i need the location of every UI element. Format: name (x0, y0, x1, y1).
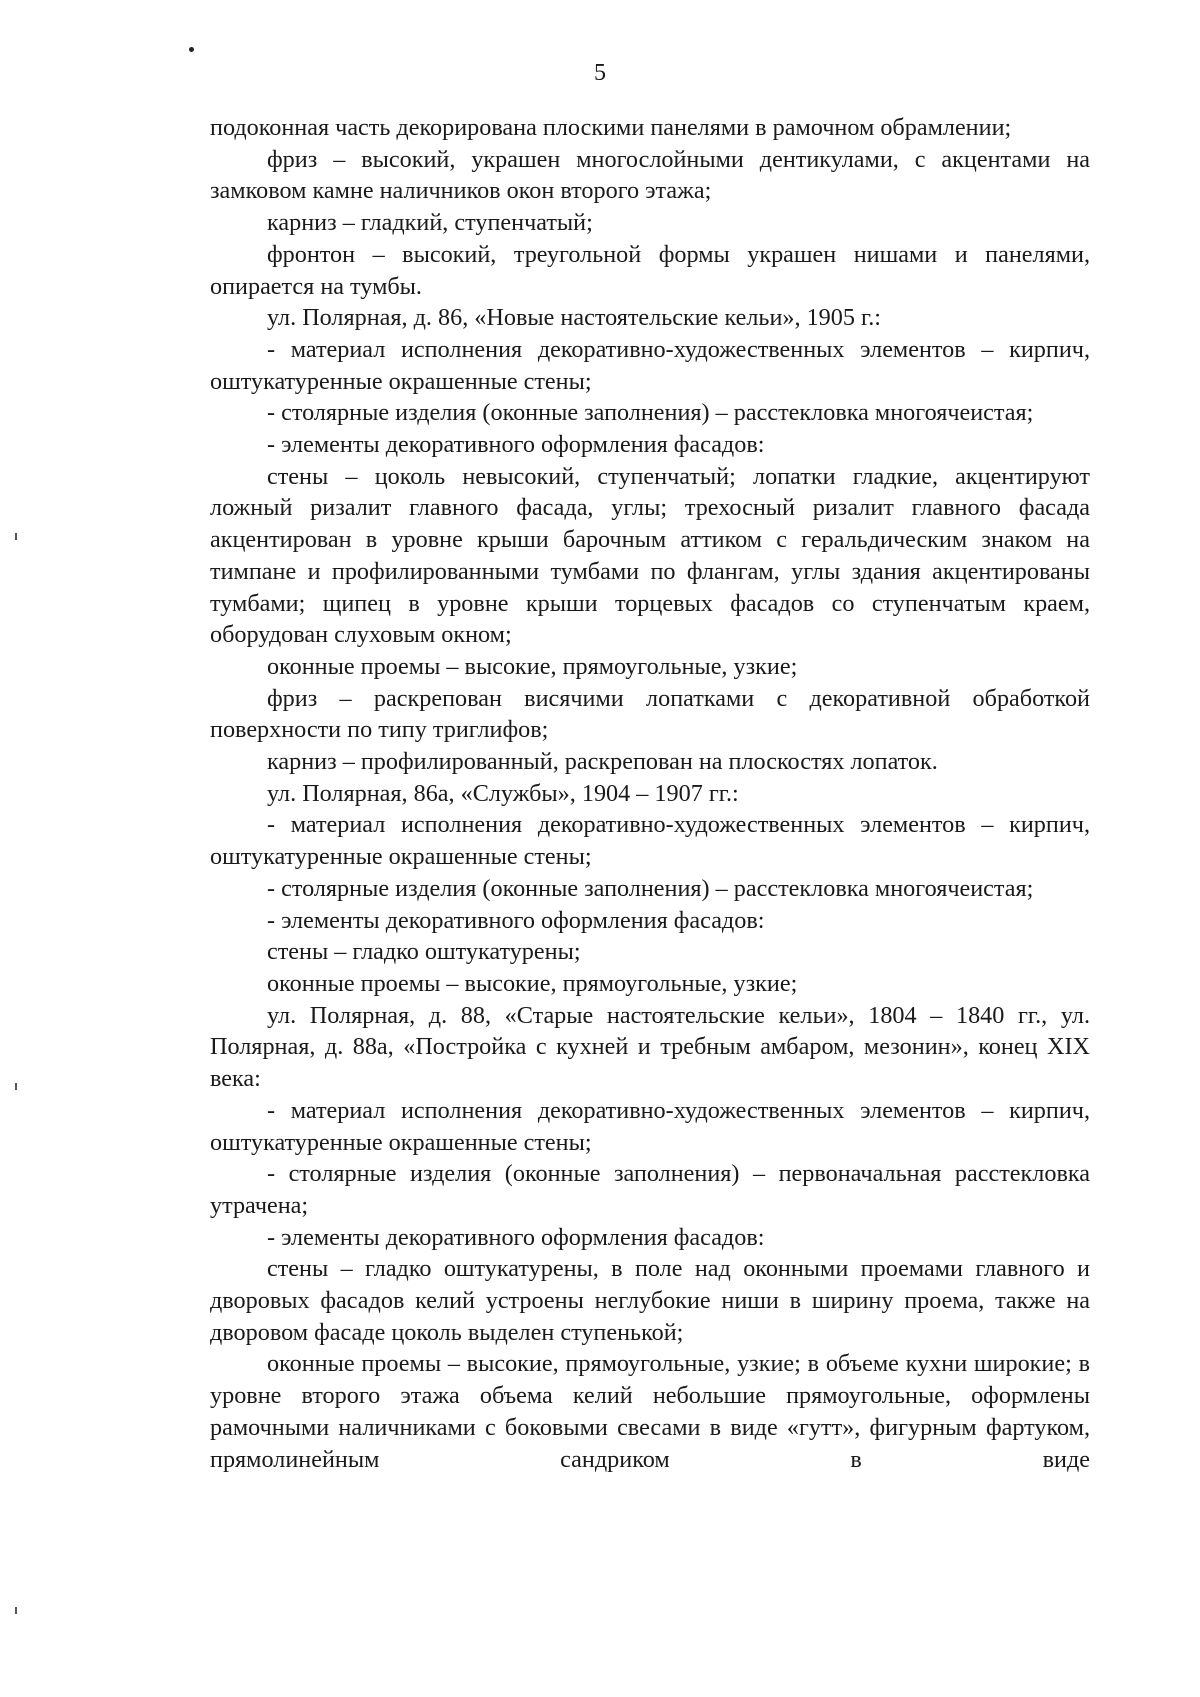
document-body (210, 112, 1090, 1475)
paragraph: - столярные изделия (оконные заполнения) – первоначальная расстекловка утрачена; (210, 1160, 1090, 1219)
scan-mark (15, 1083, 17, 1090)
paragraph: - столярные изделия (оконные заполнения) – расстекловка многоячеистая; (267, 874, 1034, 902)
paragraph: карниз – профилированный, раскрепован на плоскостях лопаток. (267, 748, 938, 776)
paragraph: ул. Полярная, 86а, «Службы», 1904 – 1907 гг.: (267, 779, 739, 807)
scan-speck (189, 47, 194, 52)
paragraph: подоконная часть декорирована плоскими панелями в рамочном обрамлении; (210, 114, 1012, 141)
paragraph: стены – цоколь невысокий, ступенчатый; лопатки гладкие, акцентируют ложный ризалит главного фасада, углы; трехосный ризалит главного фасада акцентирован в уровне крыши барочным аттиком с геральдическим знаком на тимпане и профилированными тумбами по флангам, углы здания акцентированы тумбами; щипец в уровне крыши торцевых фасадов со ступенчатым краем, оборудован слуховым окном; (210, 462, 1090, 649)
paragraph: - материал исполнения декоративно-художественных элементов – кирпич, оштукатуренные окрашенные стены; (210, 811, 1090, 871)
paragraph: - материал исполнения декоративно-художественных элементов – кирпич, оштукатуренные окрашенные стены; (210, 335, 1090, 395)
paragraph: оконные проемы – высокие, прямоугольные, узкие; (267, 652, 798, 680)
paragraph: фронтон – высокий, треугольной формы украшен нишами и панелями, опирается на тумбы. (210, 240, 1090, 300)
paragraph: стены – гладко оштукатурены; (267, 938, 581, 966)
paragraph: фриз – раскрепован висячими лопатками с декоративной обработкой поверхности по типу триглифов; (210, 684, 1090, 744)
paragraph: - материал исполнения декоративно-художественных элементов – кирпич, оштукатуренные окрашенные стены; (210, 1096, 1090, 1156)
paragraph: - элементы декоративного оформления фасадов: (267, 1223, 765, 1251)
paragraph: стены – гладко оштукатурены, в поле над оконными проемами главного и дворовых фасадов келий устроены неглубокие ниши в ширину проема, также на дворовом фасаде цоколь выделен ступенькой; (210, 1255, 1090, 1346)
paragraph: оконные проемы – высокие, прямоугольные, узкие; (267, 969, 798, 997)
paragraph: - элементы декоративного оформления фасадов: (267, 906, 765, 934)
scan-mark (15, 533, 17, 540)
paragraph: оконные проемы – высокие, прямоугольные, узкие; в объеме кухни широкие; в уровне второго этажа объема келий небольшие прямоугольные, оформлены рамочными наличниками с боковыми свесами в виде «гутт», фигурным фартуком, прямолинейным сандриком в виде (210, 1350, 1090, 1473)
page-number: 5 (594, 60, 606, 86)
paragraph: - элементы декоративного оформления фасадов: (267, 431, 765, 459)
paragraph: ул. Полярная, д. 88, «Старые настоятельские кельи», 1804 – 1840 гг., ул. Полярная, д. 88а, «Постройка с кухней и требным амбаром, мезонин», конец XIX века: (210, 1001, 1090, 1093)
paragraph: ул. Полярная, д. 86, «Новые настоятельские кельи», 1905 г.: (267, 304, 881, 332)
scan-mark (15, 1607, 17, 1614)
paragraph: фриз – высокий, украшен многослойными дентикулами, с акцентами на замковом камне наличников окон второго этажа; (210, 145, 1090, 205)
paragraph: - столярные изделия (оконные заполнения) – расстекловка многоячеистая; (267, 399, 1034, 427)
paragraph: карниз – гладкий, ступенчатый; (267, 209, 593, 237)
